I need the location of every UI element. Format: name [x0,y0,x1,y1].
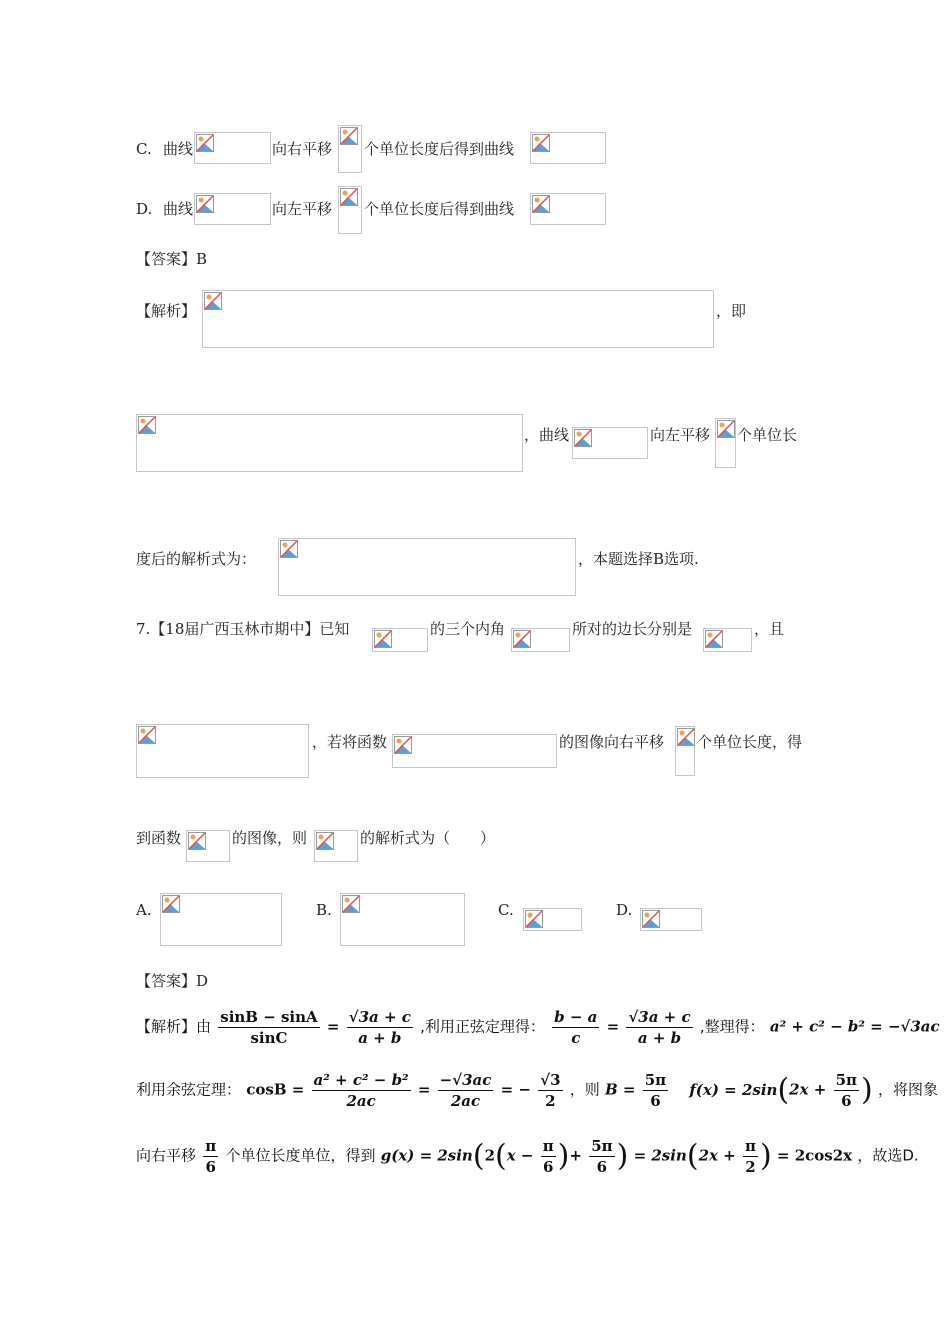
formula-image [530,132,606,164]
broken-image-icon [394,736,412,754]
broken-image-icon [196,134,214,152]
fraction: $\frac{5\pi}{6}$ [591,1137,613,1176]
question-7-text: 到函数 [136,829,182,847]
fraction: $\frac{\text{a² + c² − b²}}{2ac}$ [313,1071,409,1110]
broken-image-icon [188,832,206,850]
option-c-letter: C. [498,901,514,919]
formula-image [194,193,271,225]
fraction: $\frac{√3a + c}{a + b}$ [348,1008,411,1047]
option-d-letter: D. [136,200,153,218]
broken-image-icon [342,895,360,913]
formula-image [572,427,648,459]
fraction: $\frac{√3}{2}$ [540,1071,561,1110]
fraction: $\frac{5\pi}{6}$ [835,1071,857,1110]
formula-image [372,628,428,652]
option-c-text-2: 向右平移 [272,140,333,158]
broken-image-icon [525,910,543,928]
option-d-letter: D. [616,901,633,919]
formula-image [202,290,714,348]
broken-image-icon [532,195,550,213]
formula-image [278,538,576,596]
broken-image-icon [204,292,222,310]
analysis-line-3: 向右平移 $\frac{\pi}{6}$ 个单位长度单位，得到 g(x) = 2sin(2(x − $\frac{\pi}{6}$ )+ $\frac{5\pi}{6}$ ) = 2sin(2x + $\frac{\pi}{2}$ ) = 2cos2x ，故选D. [136,1137,919,1176]
formula-image [186,830,230,862]
broken-image-icon [138,726,156,744]
question-7-text: 的图像向右平移 [559,733,665,751]
fraction: $\frac{-√3ac}{2ac}$ [439,1071,492,1110]
question-7-text: 7.【18届广西玉林市期中】已知 [136,620,350,638]
analysis-text: 度后的解析式为： [136,550,257,568]
broken-image-icon [196,195,214,213]
formula-image [703,628,752,652]
analysis-line-2: 利用余弦定理： cosB = $\frac{\text{a² + c² − b²}}{2ac}$ = $\frac{-√3ac}{2ac}$ = − $\frac{√3}{2}$ ，则 B = $\frac{5\pi}{6}$ f(x) = 2sin(2x + $\frac{5\pi}{6}$ ) ，将图象 [136,1071,938,1110]
option-d-text-1: 曲线 [163,200,194,218]
question-7-text: 的三个内角 [430,620,506,638]
analysis-text: ，曲线 [524,426,570,444]
question-7-text: 所对的边长分别是 [572,620,693,638]
fraction: $\frac{\pi}{6}$ [205,1137,217,1176]
option-c-text-3: 个单位长度后得到曲线 [364,140,515,158]
analysis-text: 个单位长 [737,426,798,444]
broken-image-icon [316,832,334,850]
question-7-text: 个单位长度，得 [697,733,803,751]
option-d-text-3: 个单位长度后得到曲线 [364,200,515,218]
formula-image [675,726,695,776]
formula-image [194,132,271,164]
formula-image [338,186,362,234]
broken-image-icon [138,416,156,434]
formula-image [314,830,358,862]
formula-image [511,628,570,652]
analysis-label: 【解析】 [136,302,197,320]
analysis-label: 【解析】由 [136,1017,212,1036]
fraction: $\frac{\pi}{6}$ [542,1137,554,1176]
formula-image [530,193,606,225]
formula-image [640,908,702,931]
broken-image-icon [340,188,358,206]
broken-image-icon [717,420,735,438]
fraction: $\frac{\sin B - \sin A}{\sin C}$ [220,1008,318,1047]
analysis-text: ，本题选择B选项. [578,550,699,568]
answer-label: 【答案】D [136,972,209,990]
fraction: $\frac{√3a + c}{a + b}$ [628,1008,691,1047]
analysis-line-1: 【解析】由 $\frac{\sin B - \sin A}{\sin C}$ = $\frac{√3a + c}{a + b}$ ,利用正弦定理得： $\frac{b - a}{c}$ = $\frac{√3a + c}{a + b}$ ,整理得： a² + c² − b² = −√3ac [136,1008,940,1047]
option-c-letter: C. [136,140,152,158]
question-7-text: ，若将函数 [312,733,388,751]
formula-image [523,908,582,931]
analysis-text: 向左平移 [650,426,711,444]
question-7-text: 的解析式为（ ） [360,829,496,847]
broken-image-icon [340,127,358,145]
broken-image-icon [642,910,660,928]
option-a-letter: A. [136,901,152,919]
question-7-text: ，且 [754,620,785,638]
broken-image-icon [705,630,723,648]
broken-image-icon [513,630,531,648]
answer-label: 【答案】B [136,250,208,268]
formula-image [392,734,557,768]
broken-image-icon [374,630,392,648]
option-c-text-1: 曲线 [163,140,194,158]
formula-image [338,125,362,173]
broken-image-icon [532,134,550,152]
formula-image [340,893,465,946]
fraction: $\frac{\pi}{2}$ [744,1137,756,1176]
option-b-letter: B. [316,901,332,919]
question-7-text: 的图像，则 [232,829,308,847]
broken-image-icon [280,540,298,558]
broken-image-icon [574,429,592,447]
fraction: $\frac{5\pi}{6}$ [644,1071,667,1110]
formula-image [715,418,736,468]
formula-image [136,724,309,778]
formula-image [136,414,523,472]
fraction: $\frac{b - a}{c}$ [554,1008,598,1047]
broken-image-icon [162,895,180,913]
analysis-text: ，即 [716,302,747,320]
formula-image [160,893,282,946]
broken-image-icon [677,728,695,746]
option-d-text-2: 向左平移 [272,200,333,218]
